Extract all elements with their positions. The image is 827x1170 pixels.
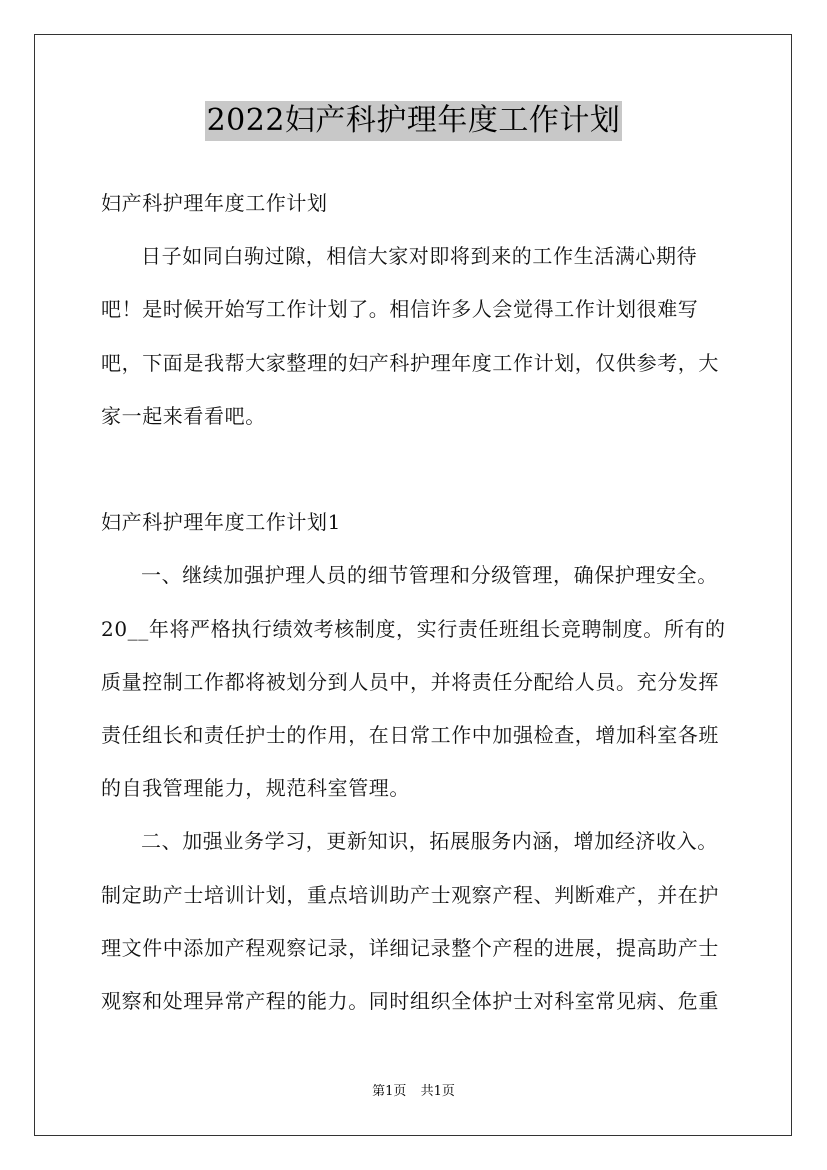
intro-paragraph: 日子如同白驹过隙，相信大家对即将到来的工作生活满心期待吧！是时候开始写工作计划了。相信许多人会觉得工作计划很难写吧，下面是我帮大家整理的妇产科护理年度工作计划，仅供参考，大家一起来看看吧。 bbox=[101, 244, 719, 428]
page-footer bbox=[0, 1083, 827, 1101]
document-title: 2022妇产科护理年度工作计划 bbox=[205, 101, 623, 141]
document-body bbox=[101, 177, 737, 1028]
paragraph-gap bbox=[101, 443, 737, 496]
page-number: 第1页 bbox=[372, 1084, 407, 1099]
document-subtitle: 妇产科护理年度工作计划 bbox=[101, 191, 328, 215]
body-paragraph: 一、继续加强护理人员的细节管理和分级管理，确保护理安全。20__年将严格执行绩效考核制度，实行责任班组长竞聘制度。所有的质量控制工作都将被划分到人员中，并将责任分配给人员。充分发挥责任组长和责任护士的作用，在日常工作中加强检查，增加科室各班的自我管理能力，规范科室管理。 bbox=[101, 563, 726, 801]
body-paragraph: 二、加强业务学习，更新知识，拓展服务内涵，增加经济收入。制定助产士培训计划，重点培训助产士观察产程、判断难产，并在护理文件中添加产程观察记录，详细记录整个产程的进展，提高助产士观察和处理异常产程的能力。同时组织全体护士对科室常见病、危重 bbox=[101, 829, 719, 1014]
total-pages: 共1页 bbox=[420, 1084, 455, 1099]
title-container bbox=[0, 101, 827, 141]
section-heading: 妇产科护理年度工作计划1 bbox=[101, 510, 341, 535]
